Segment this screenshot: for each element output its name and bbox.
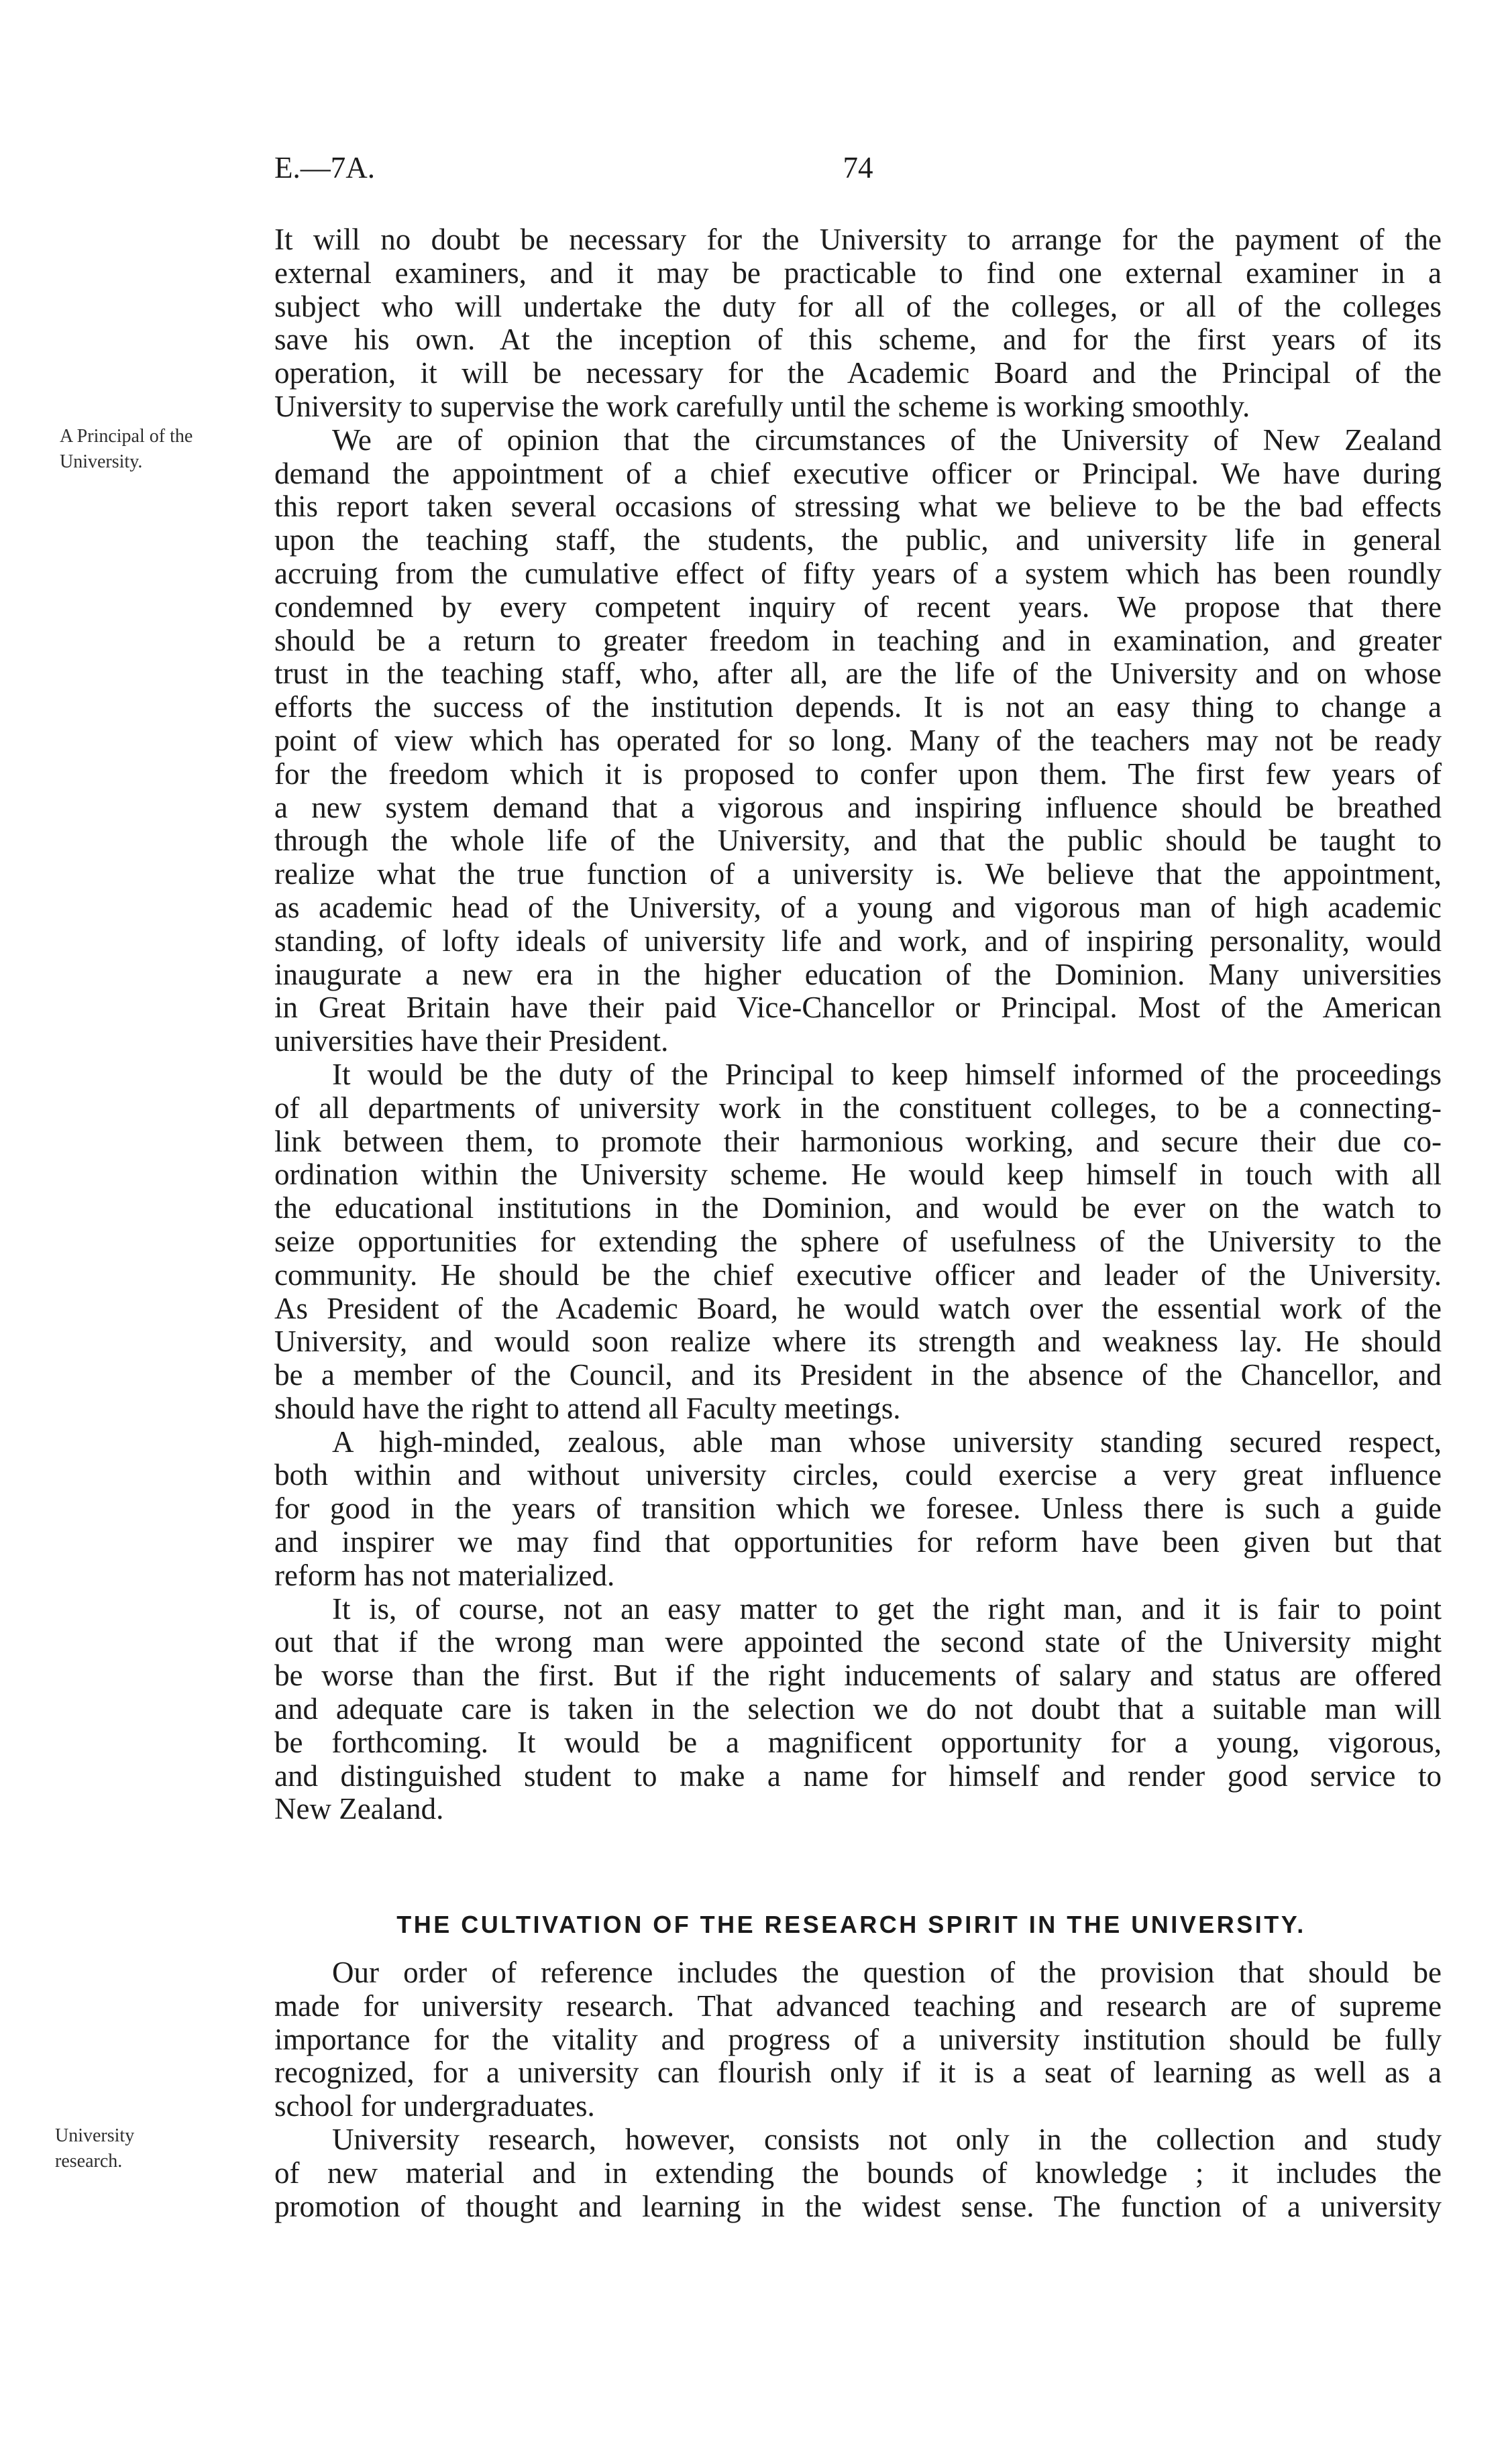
body-text-line: of new material and in extending the bounds of knowledge ; it includes the	[274, 2156, 1442, 2190]
body-text-line: importance for the vitality and progress of a university institution should be fully	[274, 2023, 1442, 2056]
body-text-line: accruing from the cumulative effect of fifty years of a system which has been roundly	[274, 557, 1442, 590]
body-text-line: save his own. At the inception of this scheme, and for the first years of its	[274, 323, 1442, 357]
body-text-line: and inspirer we may find that opportunities for reform have been given but that	[274, 1526, 1442, 1559]
body-text-line: operation, it will be necessary for the Academic Board and the Principal of the	[274, 357, 1442, 390]
body-text-line: a new system demand that a vigorous and inspiring influence should be breathed	[274, 791, 1442, 824]
paragraph-3	[274, 1058, 1442, 1426]
body-text-line: inaugurate a new era in the higher education of the Dominion. Many universities	[274, 958, 1442, 991]
body-text-line: out that if the wrong man were appointed the second state of the University might	[274, 1626, 1442, 1659]
body-text-line: this report taken several occasions of stressing what we believe to be the bad effects	[274, 490, 1442, 524]
body-text-line: community. He should be the chief executive officer and leader of the University.	[274, 1258, 1442, 1292]
body-text-line: and distinguished student to make a name for himself and render good service to	[274, 1759, 1442, 1793]
body-text-line: We are of opinion that the circumstances of the University of New Zealand	[332, 423, 1442, 457]
body-text-line: in Great Britain have their paid Vice-Chancellor or Principal. Most of the American	[274, 991, 1442, 1025]
running-header	[274, 151, 1442, 184]
body-text-line: be a member of the Council, and its President in the absence of the Chancellor, and	[274, 1359, 1442, 1392]
body-text-line: It will no doubt be necessary for the University to arrange for the payment of the	[274, 223, 1442, 256]
body-text-line: subject who will undertake the duty for all of the colleges, or all of the colleges	[274, 290, 1442, 323]
body-text-line: realize what the true function of a university is. We believe that the appointment,	[274, 858, 1442, 891]
body-text-line: University, and would soon realize where its strength and weakness lay. He should	[274, 1325, 1442, 1359]
section-research	[274, 1956, 1442, 2223]
body-text-line: and adequate care is taken in the selection we do not doubt that a suitable man will	[274, 1693, 1442, 1726]
body-text-line: trust in the teaching staff, who, after all, are the life of the University and on whose	[274, 657, 1442, 691]
paragraph-7	[274, 2123, 1442, 2223]
body-text-line: A high-minded, zealous, able man whose university standing secured respect,	[332, 1425, 1442, 1459]
margin-note-line: A Principal of the	[60, 426, 193, 447]
body-text-line: as academic head of the University, of a young and vigorous man of high academic	[274, 891, 1442, 924]
paragraph-6	[274, 1956, 1442, 2123]
body-text-line: New Zealand.	[274, 1793, 444, 1826]
body-text-line: efforts the success of the institution depends. It is not an easy thing to change a	[274, 691, 1442, 724]
body-text-line: external examiners, and it may be practicable to find one external examiner in a	[274, 256, 1442, 290]
body-text-line: University to supervise the work carefully until the scheme is working smoothly.	[274, 390, 1250, 423]
paragraph-1	[274, 223, 1442, 424]
body-text-line: be forthcoming. It would be a magnificent opportunity for a young, vigorous,	[274, 1726, 1442, 1759]
paragraph-5	[274, 1593, 1442, 1827]
body-text-line: reform has not materialized.	[274, 1559, 615, 1592]
body-text-line: ordination within the University scheme. He would keep himself in touch with all	[274, 1158, 1442, 1192]
body-text-line: Our order of reference includes the question of the provision that should be	[332, 1956, 1442, 1989]
body-text-line: It would be the duty of the Principal to keep himself informed of the proceedings	[332, 1058, 1442, 1091]
body-text-line: be worse than the first. But if the right inducements of salary and status are offered	[274, 1659, 1442, 1693]
body-text-line: As President of the Academic Board, he would watch over the essential work of the	[274, 1292, 1442, 1325]
paragraph-4	[274, 1426, 1442, 1593]
body-text-line: should be a return to greater freedom in teaching and in examination, and greater	[274, 624, 1442, 657]
body-text-line: both within and without university circles, could exercise a very great influence	[274, 1459, 1442, 1492]
report-code: E.—7A.	[274, 151, 375, 184]
body-text-line: should have the right to attend all Faculty meetings.	[274, 1392, 901, 1425]
margin-note-principal	[60, 424, 254, 475]
body-text-line: for good in the years of transition which we foresee. Unless there is such a guide	[274, 1492, 1442, 1526]
section-heading: THE CULTIVATION OF THE RESEARCH SPIRIT IN THE UNIVERSITY.	[396, 1911, 1306, 1938]
page-number: 74	[843, 151, 873, 184]
body-text-line: standing, of lofty ideals of university life and work, and of inspiring personality, would	[274, 924, 1442, 958]
body-text-line: demand the appointment of a chief executive officer or Principal. We have during	[274, 457, 1442, 490]
body-text-line: recognized, for a university can flourish only if it is a seat of learning as well as a	[274, 2056, 1442, 2090]
body-text-line: made for university research. That advanced teaching and research are of supreme	[274, 1989, 1442, 2023]
body-text-line: through the whole life of the University, and that the public should be taught to	[274, 824, 1442, 858]
body-text-line: of all departments of university work in the constituent colleges, to be a connecting-	[274, 1091, 1442, 1125]
body-text-line: point of view which has operated for so long. Many of the teachers may not be ready	[274, 724, 1442, 757]
margin-note-research	[55, 2123, 250, 2174]
body-text-line: It is, of course, not an easy matter to get the right man, and it is fair to point	[332, 1592, 1442, 1626]
margin-note-line: University.	[60, 451, 143, 472]
margin-note-line: research.	[55, 2151, 123, 2172]
margin-note-line: University	[55, 2125, 135, 2146]
section-principal	[274, 223, 1442, 1826]
body-text-line: link between them, to promote their harmonious working, and secure their due co-	[274, 1125, 1442, 1158]
body-text-line: condemned by every competent inquiry of recent years. We propose that there	[274, 590, 1442, 624]
body-text-line: school for undergraduates.	[274, 2090, 595, 2123]
body-text-line: for the freedom which it is proposed to confer upon them. The first few years of	[274, 757, 1442, 791]
paragraph-2	[274, 424, 1442, 1058]
body-text-line: promotion of thought and learning in the widest sense. The function of a university	[274, 2190, 1442, 2223]
body-text-line: the educational institutions in the Dominion, and would be ever on the watch to	[274, 1192, 1442, 1225]
body-text-line: upon the teaching staff, the students, the public, and university life in general	[274, 524, 1442, 557]
body-text-line: seize opportunities for extending the sphere of usefulness of the University to the	[274, 1225, 1442, 1258]
body-text-line: universities have their President.	[274, 1025, 669, 1058]
body-text-line: University research, however, consists not only in the collection and study	[332, 2123, 1442, 2156]
